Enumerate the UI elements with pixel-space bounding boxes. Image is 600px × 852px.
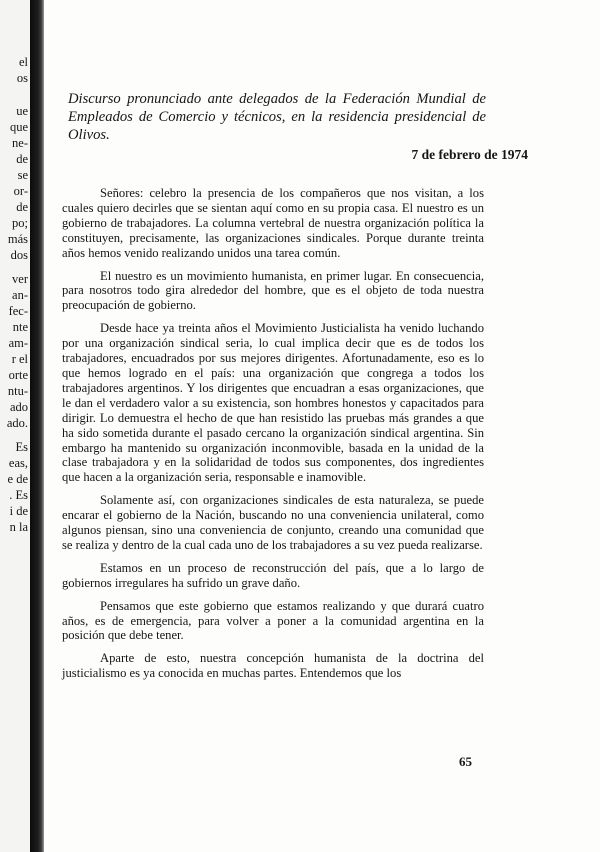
speech-body (62, 186, 484, 689)
previous-page-fragment (0, 0, 30, 852)
fragment-line: po; (12, 216, 28, 230)
fragment-line: eas, (8, 456, 28, 470)
book-binding-shadow (30, 0, 44, 852)
fragment-line: el (18, 55, 28, 69)
fragment-line: e de (7, 472, 28, 486)
fragment-line: or- (13, 184, 28, 198)
fragment-line: n la (9, 520, 28, 534)
fragment-line: ne- (12, 136, 28, 150)
fragment-line: de (16, 200, 28, 214)
speech-date: 7 de febrero de 1974 (411, 147, 528, 162)
fragment-line: i de (9, 504, 28, 518)
fragment-line: ue (16, 104, 28, 118)
fragment-line: de (16, 152, 28, 166)
fragment-line: . Es (9, 488, 28, 502)
fragment-line: ver (12, 272, 28, 286)
fragment-line: se (17, 168, 28, 182)
paragraph-1: Señores: celebro la presencia de los compañeros que nos visitan, a los cuales quiero decirles que se sientan aquí como en su propia casa. El nuestro es un gobierno de trabajadores. La columna vertebral de nuestra organización política la constituyen, precisamente, las organizaciones sindicales. Porque durante treinta años hemos venido realizando unidos una tarea común. (62, 186, 484, 260)
fragment-line: orte (8, 368, 28, 382)
fragment-line: r el (11, 352, 28, 366)
paragraph-3: Desde hace ya treinta años el Movimiento Justicialista ha venido luchando por una organización sindical seria, lo cual implica decir que es de todos los trabajadores, encuadrados por sus mejores dirigentes. Afortunadamente, eso es lo que hemos logrado en el país: una organización que congrega a todos los trabajadores argentinos. Y los dirigentes que encuadran a esas organizaciones, que le dan el verdadero valor a su existencia, son hombres honestos y capacitados para dirigir. Lo demuestra el hecho de que han resistido las pruebas más grandes a que ha sido sometida durante el pasado cercano la organización sindical argentina. Sin embargo ha mantenido su organización inconmovible, basada en la unidad de la clase trabajadora y en la solidaridad de todos sus componentes, dos ingredientes que hacen a la organización seria, responsable e inamovible. (62, 321, 484, 485)
page-number: 65 (459, 754, 472, 769)
paragraph-4: Solamente así, con organizaciones sindicales de esta naturaleza, se puede encarar el gobierno de la Nación, buscando no una conveniencia unilateral, como algunos piensan, sino una conveniencia de conjunto, creando una comunidad que se realiza y dentro de la cual cada uno de los trabajadores a su vez pueda realizarse. (62, 493, 484, 552)
paragraph-7: Aparte de esto, nuestra concepción humanista de la doctrina del justicialismo es ya conocida en muchas partes. Entendemos que los (62, 651, 484, 681)
book-page (44, 0, 600, 852)
paragraph-6: Pensamos que este gobierno que estamos realizando y que durará cuatro años, es de emergencia, para volver a poner a la comunidad argentina en la posición que debe tener. (62, 598, 484, 643)
fragment-line: os (16, 71, 28, 85)
fragment-line: ado. (6, 416, 28, 430)
fragment-line: que (9, 120, 28, 134)
fragment-line: nte (12, 320, 28, 334)
fragment-line: am- (8, 336, 28, 350)
fragment-line: an- (12, 288, 28, 302)
fragment-line: más (7, 232, 28, 246)
fragment-line: dos (10, 248, 28, 262)
speech-title: Discurso pronunciado ante delegados de la Federación Mundial de Empleados de Comercio y técnicos, en la residencia presidencial de Olivos. (68, 91, 486, 143)
fragment-line: ado (9, 400, 28, 414)
paragraph-2: El nuestro es un movimiento humanista, en primer lugar. En consecuencia, para nosotros todo gira alrededor del hombre, que es el objeto de toda nuestra preocupación de gobierno. (62, 268, 484, 313)
fragment-line: Es (15, 440, 28, 454)
fragment-line: ntu- (7, 384, 28, 398)
fragment-line: fec- (8, 304, 28, 318)
paragraph-5: Estamos en un proceso de reconstrucción del país, que a lo largo de gobiernos irregulares ha sufrido un grave daño. (62, 560, 484, 590)
